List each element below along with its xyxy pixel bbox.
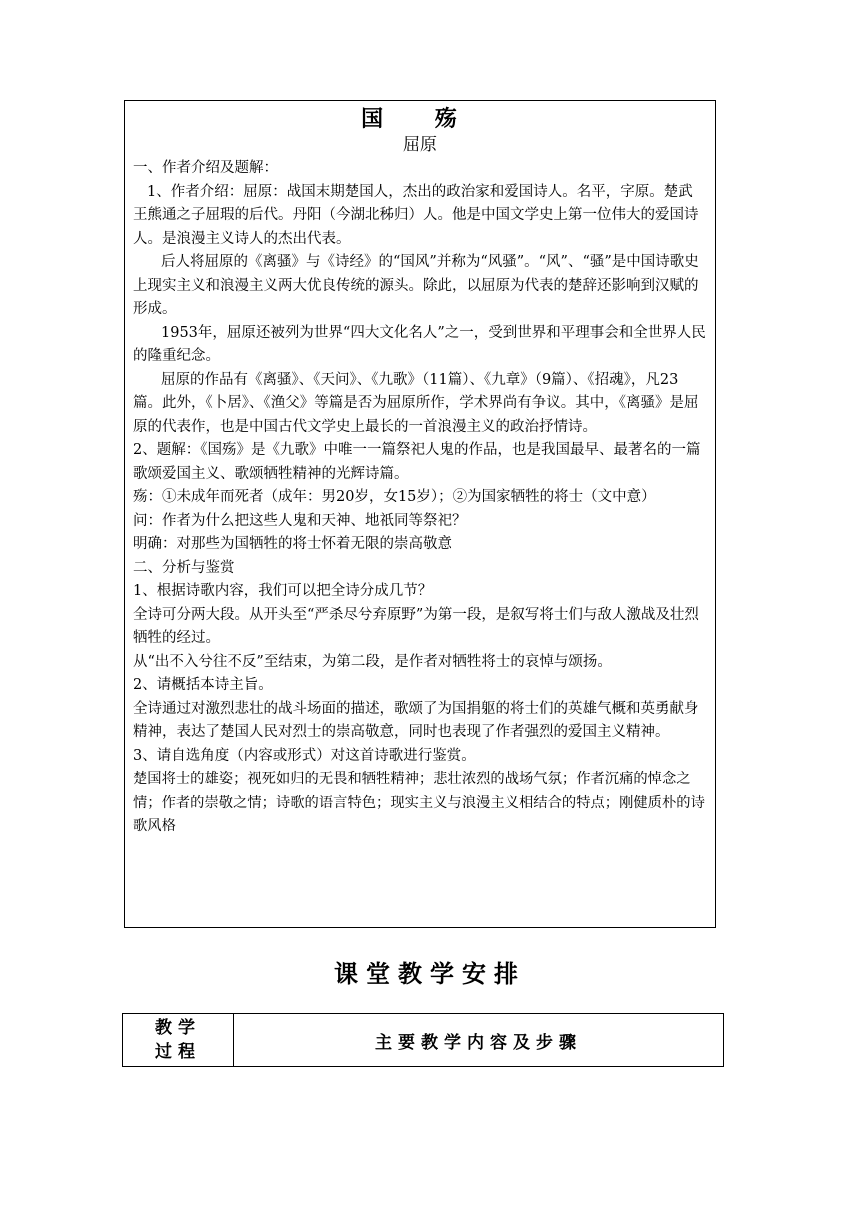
paragraph-q3: 3、请自选角度（内容或形式）对这首诗歌进行鉴赏。 bbox=[133, 747, 476, 764]
paragraph-shang-definition: 殇：①未成年而死者（成年：男20岁，女15岁）；②为国家牺牲的将士（文中意） bbox=[133, 489, 656, 505]
paragraph-works: 屈原的作品有《离骚》、《天问》、《九歌》（11篇）、《九章》（9篇）、《招魂》，凡23篇。此外，《卜居》、《渔父》等篇是否为屈原所作，学术界尚有争议。其中，《离骚》是屈原的代表作，也是中国古代文学史上最长的一首浪漫主义的政治抒情诗。 bbox=[133, 371, 699, 435]
teaching-process-label-line2: 过程 bbox=[155, 1042, 201, 1062]
paragraph-q1: 1、根据诗歌内容，我们可以把全诗分成几节？ bbox=[133, 583, 433, 599]
paragraph-1953: 1953年，屈原还被列为世界“四大文化名人”之一，受到世界和平理事会和全世界人民的隆重纪念。 bbox=[133, 324, 706, 364]
paragraph-a3: 楚国将士的雄姿；视死如归的无畏和牺牲精神；悲壮浓烈的战场气氛；作者沉痛的悼念之情；作者的崇敬之情；诗歌的语言特色；现实主义与浪漫主义相结合的特点；刚健质朴的诗歌风格 bbox=[133, 771, 705, 834]
paragraph-fengsao: 后人将屈原的《离骚》与《诗经》的“国风”并称为“风骚”。“风”、“骚”是中国诗歌史上现实主义和浪漫主义两大优良传统的源头。除此，以屈原为代表的楚辞还影响到汉赋的形成。 bbox=[133, 254, 699, 317]
paragraph-a1-part1: 全诗可分两大段。从开头至“严杀尽兮弃原野”为第一段，是叙写将士们与敌人激战及壮烈牺牲的经过。 bbox=[133, 606, 699, 646]
teaching-process-header-cell bbox=[123, 1014, 234, 1066]
section-heading-intro: 一、作者介绍及题解： bbox=[133, 160, 278, 176]
paragraph-a1-part2: 从“出不入兮往不反”至结束，为第二段，是作者对牺牲将士的哀悼与颂扬。 bbox=[133, 653, 612, 670]
paragraph-a2: 全诗通过对激烈悲壮的战斗场面的描述，歌颂了为国捐躯的将士们的英雄气概和英勇献身精神，表达了楚国人民对烈士的崇高敬意，同时也表现了作者强烈的爱国主义精神。 bbox=[133, 700, 699, 740]
paragraph-question: 问：作者为什么把这些人鬼和天神、地祇同等祭祀？ bbox=[133, 512, 467, 529]
lesson-notes-box bbox=[124, 100, 716, 928]
notes-content bbox=[133, 157, 707, 839]
paragraph-title-explanation: 2、题解：《国殇》是《九歌》中唯一一篇祭祀人鬼的作品，也是我国最早、最著名的一篇歌颂爱国主义、歌颂牺牲精神的光辉诗篇。 bbox=[133, 442, 701, 482]
main-content-header-cell: 主要教学内容及步骤 bbox=[375, 1032, 582, 1053]
teaching-process-table bbox=[122, 1013, 724, 1067]
teaching-process-label-line1: 教学 bbox=[155, 1018, 201, 1038]
poem-title: 国 殇 bbox=[361, 106, 479, 132]
paragraph-answer: 明确：对那些为国牺牲的将士怀着无限的崇高敬意 bbox=[133, 536, 452, 552]
paragraph-author-intro: 1、作者介绍：屈原：战国末期楚国人，杰出的政治家和爱国诗人。名平，字原。楚武王熊通之子屈瑕的后代。丹阳（今湖北秭归）人。他是中国文学史上第一位伟大的爱国诗人。是浪漫主义诗人的杰出代表。 bbox=[133, 183, 699, 247]
section-heading-analysis: 二、分析与鉴赏 bbox=[133, 559, 235, 576]
poem-author: 屈原 bbox=[403, 135, 437, 155]
class-arrangement-heading: 课堂教学安排 bbox=[334, 959, 526, 988]
paragraph-q2: 2、请概括本诗主旨。 bbox=[133, 677, 273, 693]
